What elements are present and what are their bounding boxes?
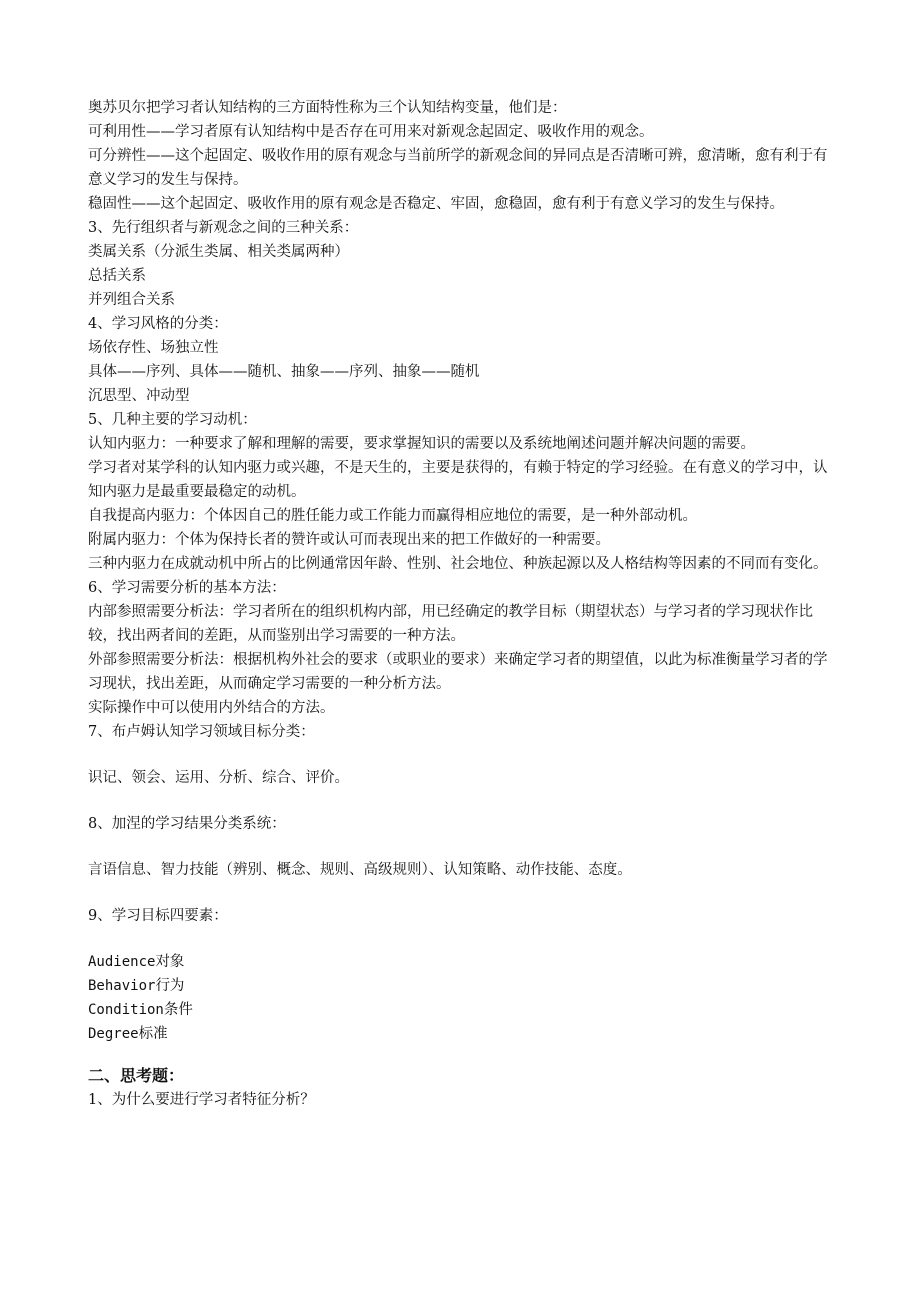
document-page xyxy=(88,96,838,1112)
abcd-en: Condition xyxy=(88,1002,164,1018)
text-line: 可利用性——学习者原有认知结构中是否存在可用来对新观念起固定、吸收作用的观念。 xyxy=(88,124,654,140)
text-line: 外部参照需要分析法：根据机构外社会的要求（或职业的要求）来确定学习者的期望值，以此为标准衡量学习者的学习现状，找出差距，从而确定学习需要的一种分析方法。 xyxy=(88,652,828,692)
text-line: 实际操作中可以使用内外结合的方法。 xyxy=(88,700,335,716)
text-line: 沉思型、冲动型 xyxy=(88,388,190,404)
section-heading-8: 8、加涅的学习结果分类系统： xyxy=(88,816,286,832)
question-1: 1、为什么要进行学习者特征分析？ xyxy=(88,1092,315,1108)
abcd-en: Degree xyxy=(88,1026,139,1042)
section-heading-4: 4、学习风格的分类： xyxy=(88,316,228,332)
text-line: 自我提高内驱力：个体因自己的胜任能力或工作能力而赢得相应地位的需要，是一种外部动机。 xyxy=(88,508,697,524)
text-line: 学习者对某学科的认知内驱力或兴趣，不是天生的，主要是获得的，有赖于特定的学习经验。在有意义的学习中，认知内驱力是最重要最稳定的动机。 xyxy=(88,460,828,500)
gagne-outcomes: 言语信息、智力技能（辨别、概念、规则、高级规则）、认知策略、动作技能、态度。 xyxy=(88,862,632,878)
text-line: 奥苏贝尔把学习者认知结构的三方面特性称为三个认知结构变量，他们是： xyxy=(88,100,567,116)
abcd-zh: 标准 xyxy=(138,1026,168,1042)
text-line: 三种内驱力在成就动机中所占的比例通常因年龄、性别、社会地位、种族起源以及人格结构等因素的不同而有变化。 xyxy=(88,556,828,572)
text-line: 总括关系 xyxy=(88,268,146,284)
section-heading-3: 3、先行组织者与新观念之间的三种关系： xyxy=(88,220,359,236)
section-2-title: 二、思考题： xyxy=(88,1066,185,1085)
abcd-zh: 行为 xyxy=(155,978,185,994)
abcd-zh: 条件 xyxy=(163,1002,193,1018)
section-heading-6: 6、学习需要分析的基本方法： xyxy=(88,580,286,596)
text-line: 认知内驱力：一种要求了解和理解的需要，要求掌握知识的需要以及系统地阐述问题并解决问题的需要。 xyxy=(88,436,755,452)
text-line: 并列组合关系 xyxy=(88,292,175,308)
text-line: 场依存性、场独立性 xyxy=(88,340,219,356)
abcd-item xyxy=(88,950,838,974)
text-line: 类属关系（分派生类属、相关类属两种） xyxy=(88,244,349,260)
abcd-item xyxy=(88,974,838,998)
text-line: 可分辨性——这个起固定、吸收作用的原有观念与当前所学的新观念间的异同点是否清晰可辨，愈清晰，愈有利于有意义学习的发生与保持。 xyxy=(88,148,828,188)
abcd-item xyxy=(88,998,838,1022)
abcd-item xyxy=(88,1022,838,1046)
text-line: 内部参照需要分析法：学习者所在的组织机构内部，用已经确定的教学目标（期望状态）与学习者的学习现状作比较，找出两者间的差距，从而鉴别出学习需要的一种方法。 xyxy=(88,604,813,644)
section-heading-9: 9、学习目标四要素： xyxy=(88,908,228,924)
bloom-levels: 识记、领会、运用、分析、综合、评价。 xyxy=(88,770,349,786)
text-line: 稳固性——这个起固定、吸收作用的原有观念是否稳定、牢固，愈稳固，愈有利于有意义学习的发生与保持。 xyxy=(88,196,784,212)
text-line: 附属内驱力：个体为保持长者的赞许或认可而表现出来的把工作做好的一种需要。 xyxy=(88,532,610,548)
abcd-en: Behavior xyxy=(88,978,156,994)
abcd-zh: 对象 xyxy=(155,954,185,970)
section-heading-5: 5、几种主要的学习动机： xyxy=(88,412,257,428)
section-heading-7: 7、布卢姆认知学习领域目标分类： xyxy=(88,724,315,740)
text-line: 具体——序列、具体——随机、抽象——序列、抽象——随机 xyxy=(88,364,480,380)
abcd-en: Audience xyxy=(88,954,156,970)
